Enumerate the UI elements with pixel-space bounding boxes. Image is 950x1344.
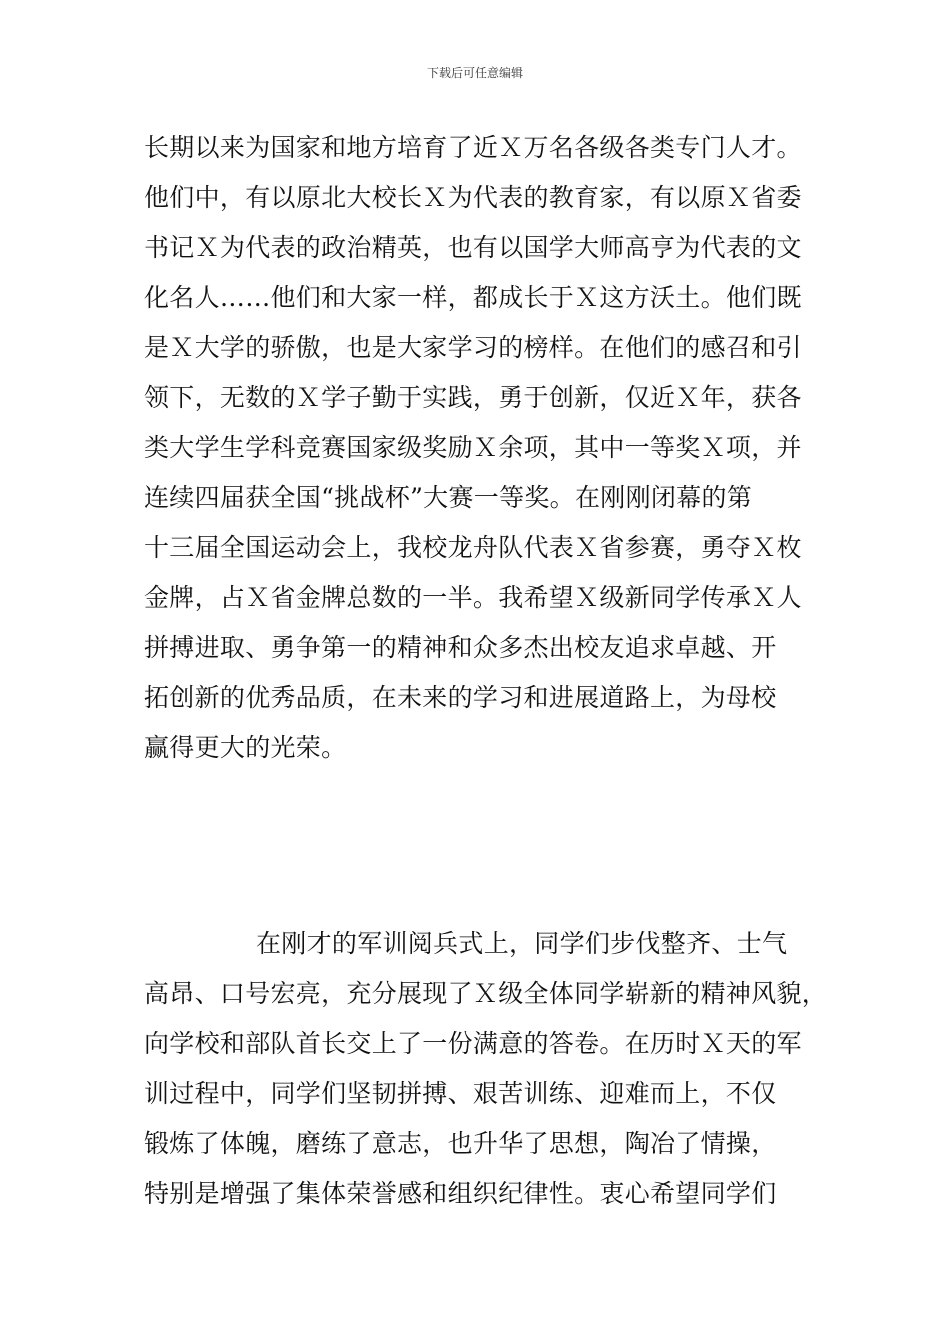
paragraph-2-line: 锻炼了体魄，磨练了意志，也升华了思想，陶冶了情操， — [144, 1129, 777, 1158]
paragraph-2-line: 在刚才的军训阅兵式上，同学们步伐整齐、士气 — [256, 929, 788, 958]
paragraph-1-line: 拼搏进取、勇争第一的精神和众多杰出校友追求卓越、开 — [144, 633, 777, 662]
paragraph-2-line: 特别是增强了集体荣誉感和组织纪律性。衷心希望同学们 — [144, 1179, 777, 1208]
paragraph-1-line: 金牌，占Ｘ省金牌总数的一半。我希望Ｘ级新同学传承Ｘ人 — [144, 583, 802, 612]
paragraph-1-line: 书记Ｘ为代表的政治精英，也有以国学大师高亨为代表的文 — [144, 233, 802, 262]
paragraph-1-line: 拓创新的优秀品质，在未来的学习和进展道路上，为母校 — [144, 683, 777, 712]
paragraph-1-line: 十三届全国运动会上，我校龙舟队代表Ｘ省参赛，勇夺Ｘ枚 — [144, 533, 802, 562]
paragraph-1-line: 是Ｘ大学的骄傲，也是大家学习的榜样。在他们的感召和引 — [144, 333, 802, 362]
paragraph-1-line: 化名人……他们和大家一样，都成长于Ｘ这方沃土。他们既 — [144, 283, 802, 312]
paragraph-2-line: 向学校和部队首长交上了一份满意的答卷。在历时Ｘ天的军 — [144, 1029, 802, 1058]
paragraph-1-line: 领下，无数的Ｘ学子勤于实践，勇于创新，仅近Ｘ年，获各 — [144, 383, 802, 412]
paragraph-1-line: 他们中，有以原北大校长Ｘ为代表的教育家，有以原Ｘ省委 — [144, 183, 802, 212]
paragraph-1-line: 赢得更大的光荣。 — [144, 733, 347, 762]
paragraph-1-line: 长期以来为国家和地方培育了近Ｘ万名各级各类专门人才。 — [144, 133, 802, 162]
paragraph-1-line: 连续四届获全国“挑战杯”大赛一等奖。在刚刚闭幕的第 — [144, 483, 753, 512]
paragraph-2-line: 高昂、口号宏亮，充分展现了Ｘ级全体同学崭新的精神风貌， — [144, 979, 828, 1008]
paragraph-1-line: 类大学生学科竞赛国家级奖励Ｘ余项，其中一等奖Ｘ项，并 — [144, 433, 802, 462]
page-header-note: 下载后可任意编辑 — [426, 66, 523, 80]
paragraph-2-line: 训过程中，同学们坚韧拼搏、艰苦训练、迎难而上，不仅 — [144, 1079, 777, 1108]
